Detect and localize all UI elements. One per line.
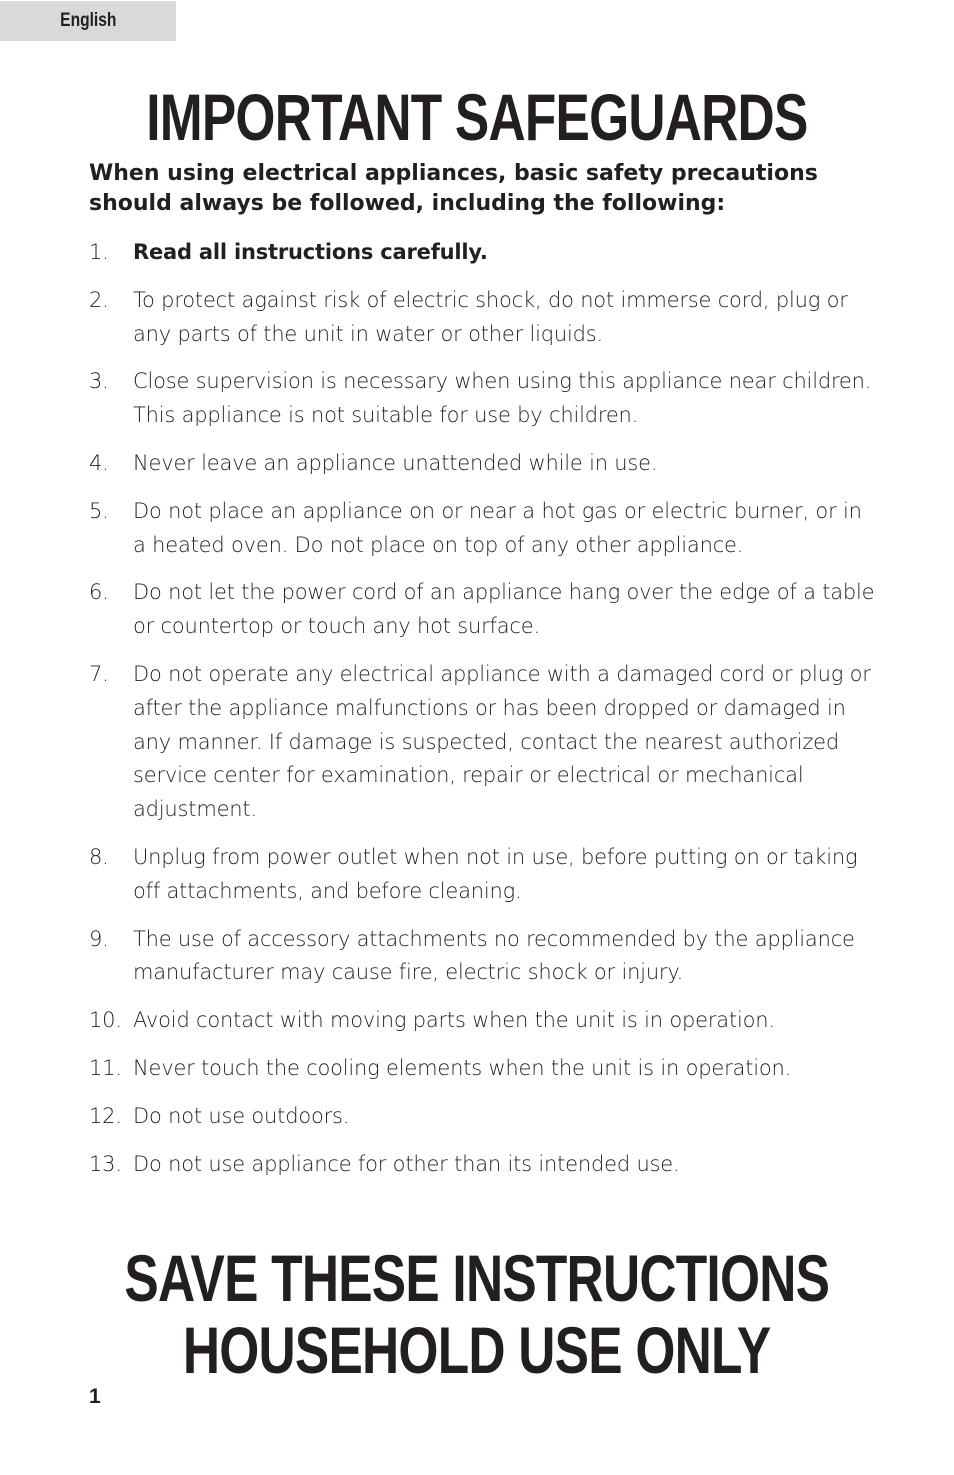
list-item [89,841,879,909]
list-item [89,923,879,991]
list-item-text: To protect against risk of electric shock, do not immerse cord, plug or any parts of the unit in water or other liquids. [133,287,848,346]
list-item-number: 11. [89,1055,122,1080]
language-tab [0,1,176,41]
list-item [89,1004,879,1038]
list-item-number: 2. [89,287,109,312]
list-item-text: Do not use appliance for other than its intended use. [133,1151,680,1176]
list-item-text: Do not place an appliance on or near a hot gas or electric burner, or in a heated oven. Do not place on top of any other appliance. [133,498,862,557]
list-item [89,576,879,644]
page-title-text: IMPORTANT SAFEGUARDS [146,80,808,154]
household-use-heading [0,1314,954,1386]
language-label: English [59,10,117,31]
list-item [89,1052,879,1086]
list-item-number: 8. [89,844,109,869]
list-item [89,1100,879,1134]
list-item-text: Do not operate any electrical appliance with a damaged cord or plug or after the appliance malfunctions or has been dropped or damaged in any manner. If damage is suspected, contact the nearest authorized service center for examination, repair or electrical or mechanical adjustment. [133,661,871,822]
page-title [0,78,954,156]
list-item [89,495,879,563]
list-item [89,284,879,352]
list-item [89,447,879,481]
list-item-text: Never leave an appliance unattended while in use. [133,450,658,475]
list-item-number: 9. [89,926,109,951]
list-item-number: 13. [89,1151,122,1176]
list-item-text: The use of accessory attachments no recommended by the appliance manufacturer may cause fire, electric shock or injury. [133,926,855,985]
page-number: 1 [89,1385,101,1408]
list-item-number: 10. [89,1008,122,1033]
list-item-number: 6. [89,580,109,605]
list-item-number: 7. [89,661,109,686]
list-item-text: Unplug from power outlet when not in use, before putting on or taking off attachments, and before cleaning. [133,844,858,903]
list-item-number: 3. [89,369,109,394]
list-item-number: 1. [89,240,109,264]
list-item-text: Do not let the power cord of an appliance hang over the edge of a table or countertop or touch any hot surface. [133,580,875,639]
safeguards-list [89,236,879,1195]
list-item-text: Read all instructions carefully. [133,240,488,264]
save-instructions-heading [0,1242,954,1314]
list-item-number: 5. [89,498,109,523]
list-item-text: Do not use outdoors. [133,1103,350,1128]
list-item [89,236,879,270]
list-item-text: Close supervision is necessary when using this appliance near children. This appliance is not suitable for use by children. [133,369,872,428]
list-item [89,1148,879,1182]
list-item [89,658,879,827]
list-item-number: 12. [89,1103,122,1128]
household-use-text: HOUSEHOLD USE ONLY [183,1313,771,1387]
list-item-text: Avoid contact with moving parts when the unit is in operation. [133,1008,775,1033]
intro-text: When using electrical appliances, basic safety precautions should always be followed, including the following: [89,161,818,216]
list-item-text: Never touch the cooling elements when the unit is in operation. [133,1055,792,1080]
save-instructions-text: SAVE THESE INSTRUCTIONS [124,1241,830,1315]
list-item-number: 4. [89,450,109,475]
list-item [89,365,879,433]
